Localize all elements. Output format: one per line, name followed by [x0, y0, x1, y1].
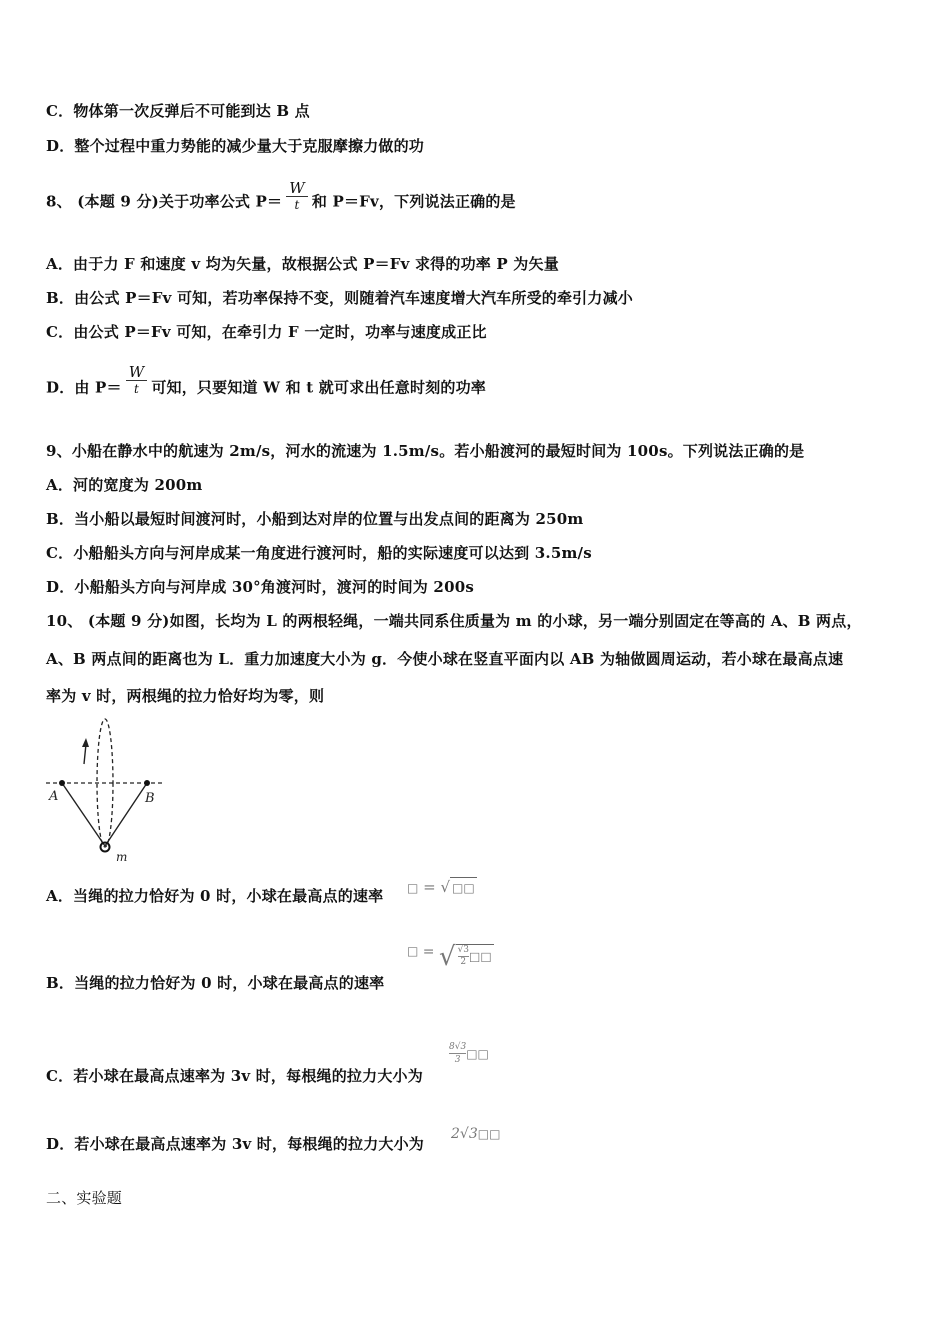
placeholder-glyph: □ — [452, 881, 464, 895]
placeholder-glyph: □ — [489, 1127, 501, 1141]
point-b — [144, 780, 150, 786]
coefficient-fraction — [449, 1041, 466, 1066]
sqrt-icon: √ — [438, 942, 456, 972]
fraction-numerator: W — [289, 179, 305, 197]
placeholder-glyph: □ — [477, 1047, 489, 1061]
placeholder-glyph: □ — [466, 1047, 478, 1061]
section-heading: 二、实验题 — [46, 1189, 123, 1207]
q9-option-c: C．小船船头方向与河岸成某一角度进行渡河时，船的实际速度可以达到 3.5m/s — [46, 544, 592, 562]
placeholder-glyph: □ — [407, 944, 419, 958]
equals-sign: = — [422, 944, 435, 960]
sqrt-icon: √ — [440, 878, 451, 896]
q10-stem-line3: 率为 v 时，两根绳的拉力恰好均为零，则 — [46, 687, 325, 705]
fraction-denominator: 2 — [458, 956, 469, 968]
q8-option-c: C．由公式 P＝Fv 可知，在牵引力 F 一定时，功率与速度成正比 — [46, 323, 487, 341]
q9-stem: 9、小船在静水中的航速为 2m/s，河水的流速为 1.5m/s。若小船渡河的最短时间为 100s。下列说法正确的是 — [46, 442, 805, 460]
q9-option-b: B．当小船以最短时间渡河时，小船到达对岸的位置与出发点间的距离为 250m — [46, 510, 584, 528]
fraction-numerator: √3 — [457, 945, 470, 955]
q10-option-a: A．当绳的拉力恰好为 0 时，小球在最高点的速率 — [46, 887, 384, 905]
placeholder-glyph: □ — [477, 1127, 490, 1141]
fraction-numerator: 8√3 — [449, 1042, 467, 1052]
point-a — [59, 780, 65, 786]
fraction-numerator: W — [128, 363, 145, 381]
label-a: A — [49, 789, 59, 804]
q9-option-d: D．小船船头方向与河岸成 30°角渡河时，渡河的时间为 200s — [46, 578, 474, 596]
radicand — [450, 877, 477, 896]
q7-option-d: D．整个过程中重力势能的减少量大于克服摩擦力做的功 — [46, 137, 425, 155]
q10-option-d: D．若小球在最高点速率为 3v 时，每根绳的拉力大小为 — [46, 1135, 425, 1153]
q7-option-c: C．物体第一次反弹后不可能到达 B 点 — [46, 102, 310, 120]
q10-option-c-formula — [449, 1041, 489, 1066]
placeholder-glyph: □ — [480, 949, 492, 964]
q8-stem-part1: 8、 (本题 9 分)关于功率公式 P＝ — [46, 192, 283, 211]
q10-option-b: B．当绳的拉力恰好为 0 时，小球在最高点的速率 — [46, 974, 385, 992]
q8-option-d — [46, 363, 487, 405]
q10-option-a-formula — [407, 878, 477, 896]
placeholder-glyph: □ — [463, 881, 475, 895]
q8-stem — [46, 179, 516, 219]
label-m: m — [116, 850, 128, 864]
fraction-denominator: t — [126, 380, 148, 397]
radicand-fraction — [458, 945, 469, 968]
q10-stem-line1: 10、 (本题 9 分)如图，长均为 L 的两根轻绳，一端共同系住质量为 m 的小球，另一端分别固定在等高的 A、B 两点， — [46, 612, 862, 630]
q10-option-d-formula — [451, 1126, 500, 1142]
fraction-denominator: 3 — [449, 1053, 466, 1066]
placeholder-glyph: □ — [469, 949, 481, 964]
q8-fraction — [286, 180, 308, 213]
q10-figure — [44, 716, 166, 866]
q8-option-a: A．由于力 F 和速度 v 均为矢量，故根据公式 P＝Fv 求得的功率 P 为矢量 — [46, 255, 559, 273]
label-b: B — [145, 791, 155, 806]
q10-stem-line2: A、B 两点间的距离也为 L．重力加速度大小为 g．今使小球在竖直平面内以 AB 为轴做圆周运动，若小球在最高点速 — [46, 650, 844, 668]
q9-option-a: A．河的宽度为 200m — [46, 476, 203, 494]
q10-option-b-formula — [407, 944, 494, 974]
q8-option-d-fraction — [126, 364, 148, 397]
placeholder-glyph: □ — [407, 881, 419, 895]
q8-stem-part2: 和 P＝Fv，下列说法正确的是 — [311, 192, 516, 211]
q8-option-b: B．由公式 P＝Fv 可知，若功率保持不变，则随着汽车速度增大汽车所受的牵引力减小 — [46, 289, 633, 307]
coefficient: 2√3 — [451, 1126, 478, 1142]
fraction-denominator: t — [286, 196, 308, 213]
q8-option-d-part2: 可知，只要知道 W 和 t 就可求出任意时刻的功率 — [151, 378, 487, 397]
radicand — [456, 944, 494, 968]
q8-option-d-part1: D．由 P＝ — [46, 378, 122, 397]
equals-sign: = — [423, 878, 436, 896]
q10-option-c: C．若小球在最高点速率为 3v 时，每根绳的拉力大小为 — [46, 1067, 423, 1085]
